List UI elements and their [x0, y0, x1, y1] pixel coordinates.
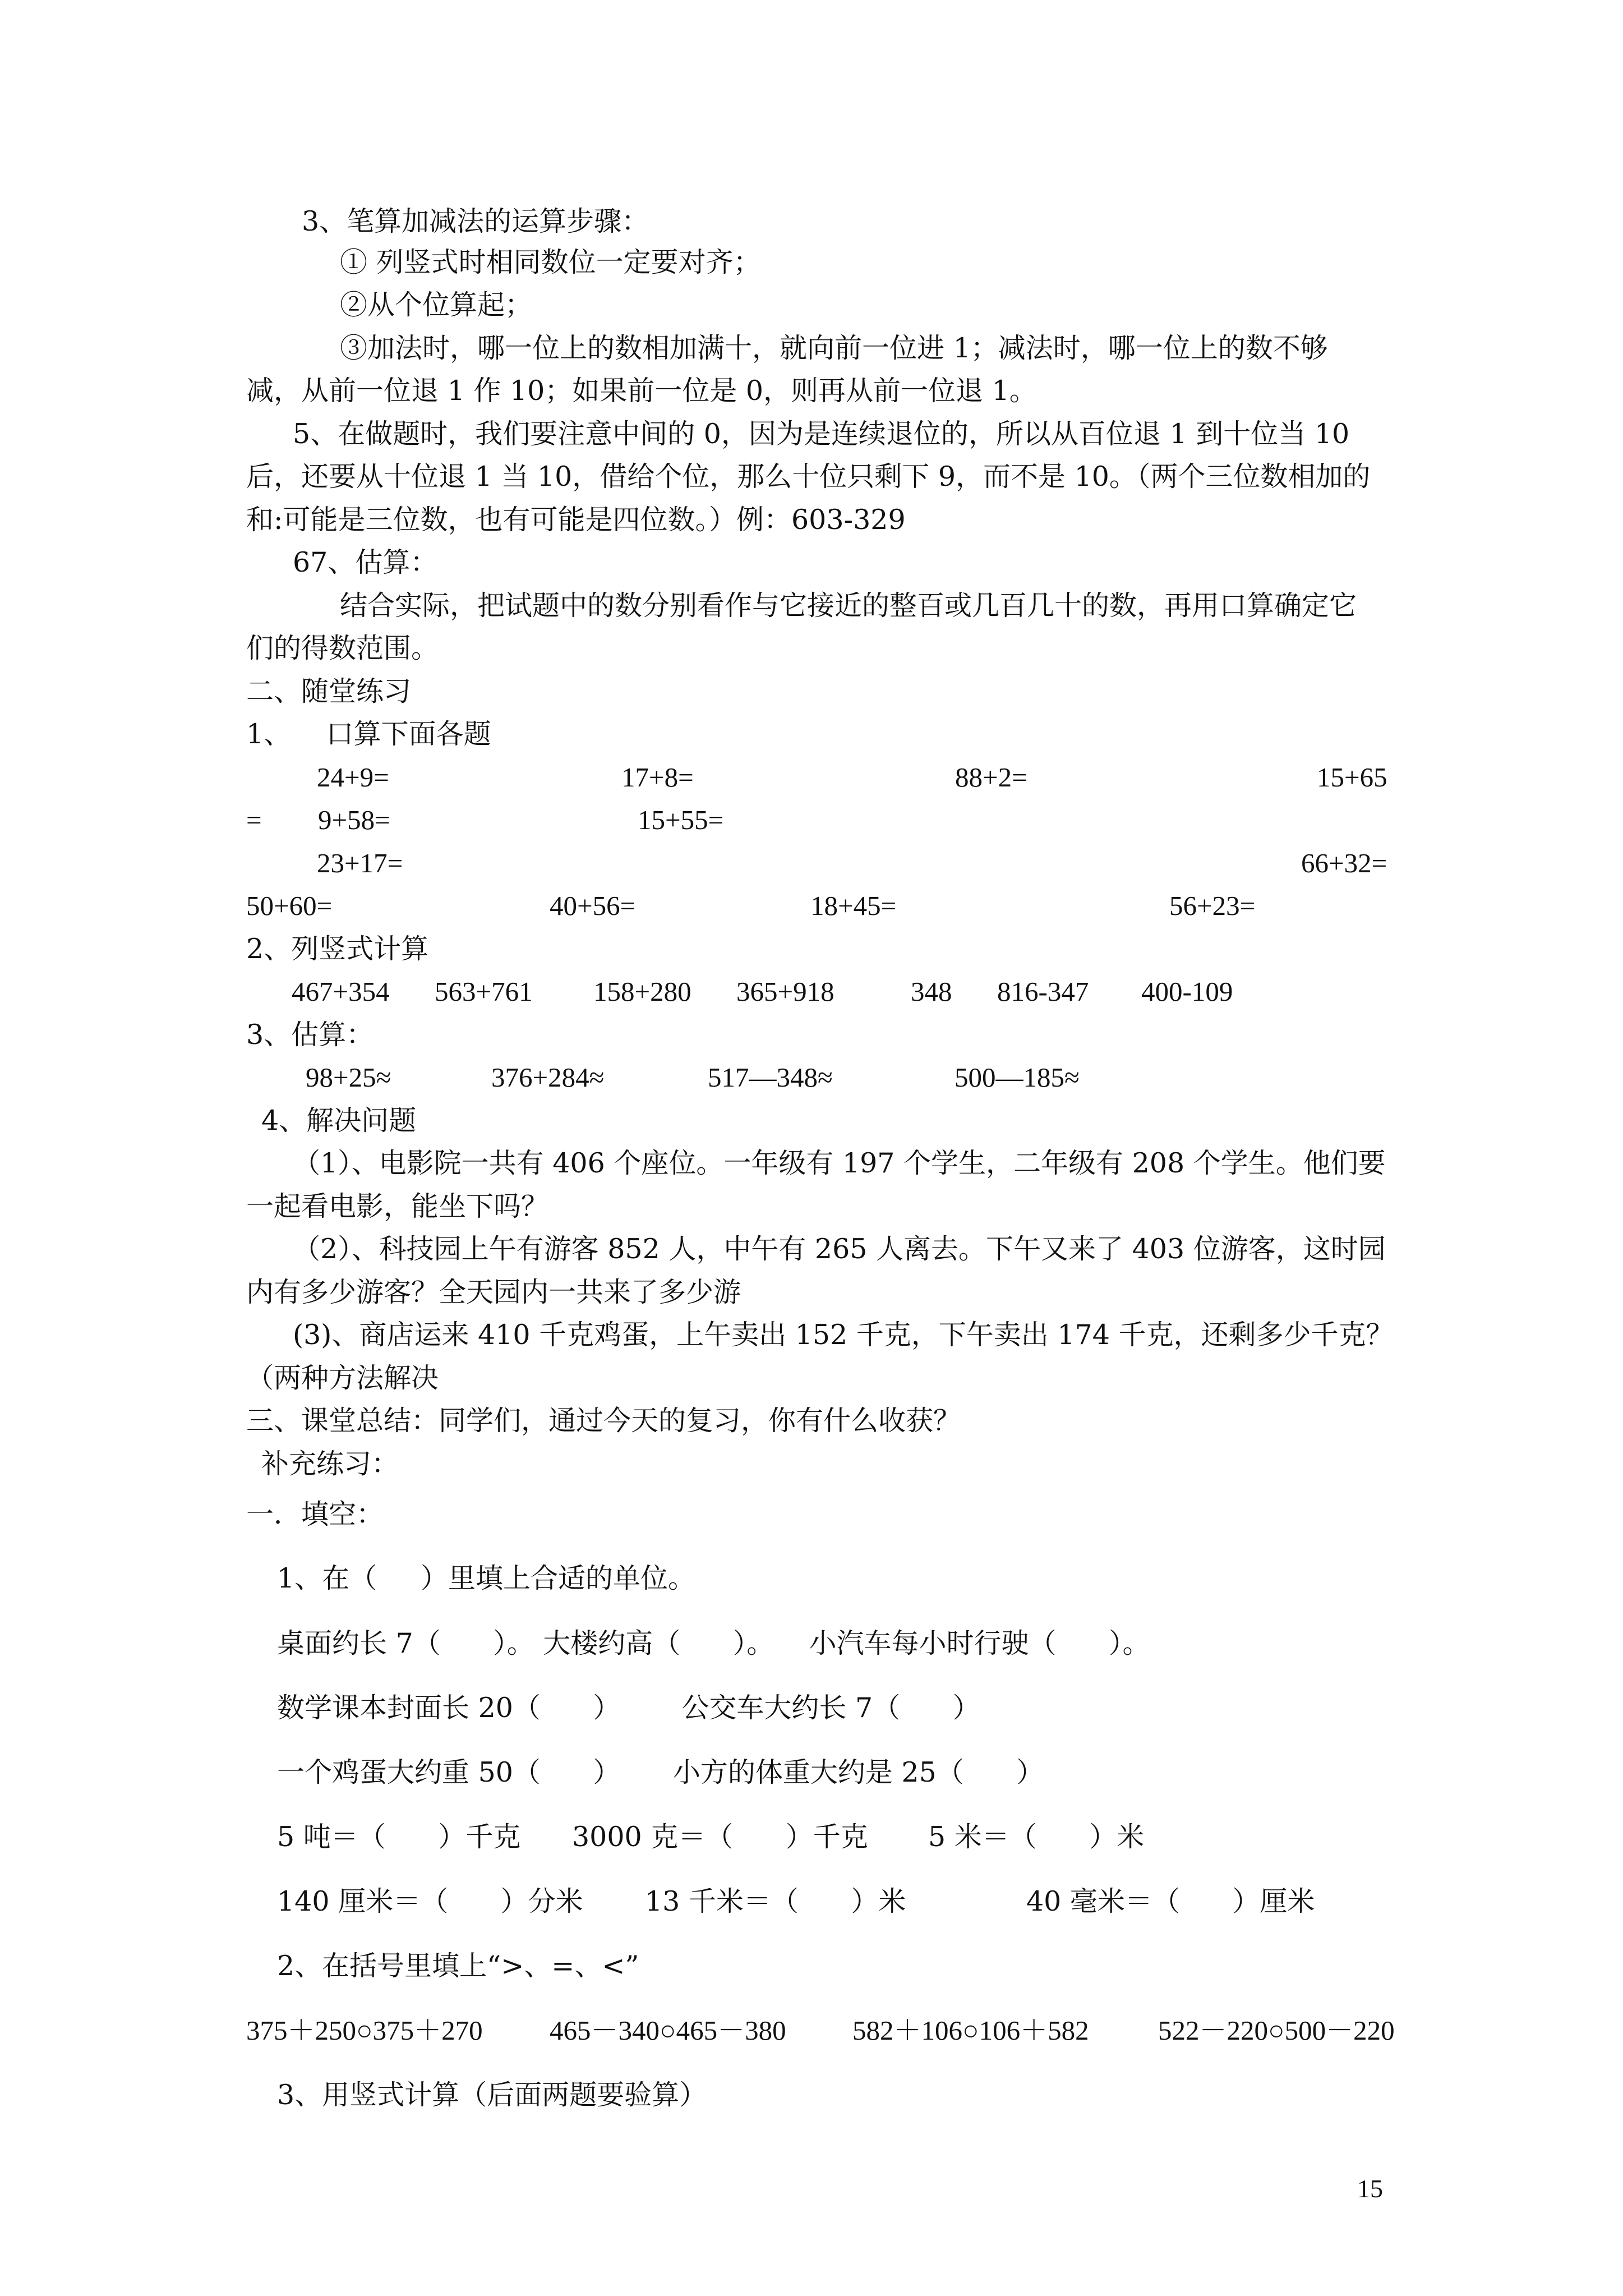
calc-item: 365+918 — [736, 976, 834, 1007]
compare-item: 465－340○465－380 — [550, 2015, 786, 2046]
compare-item: 375＋250○375＋270 — [246, 2015, 483, 2046]
problem-text: 内有多少游客？全天园内一共来了多少游 — [246, 1276, 741, 1308]
compare-item: 582＋106○106＋582 — [852, 2015, 1089, 2046]
exercise-title: 2、在括号里填上“>、=、<” — [277, 1950, 639, 1982]
page-number: 15 — [1357, 2174, 1383, 2203]
text-line: 3、笔算加减法的运算步骤： — [302, 205, 649, 237]
convert-item: 140 厘米＝（ ）分米 — [277, 1885, 583, 1917]
text-line: 5、在做题时，我们要注意中间的 0，因为是连续退位的，所以从百位退 1 到十位当 10 — [293, 418, 1350, 450]
oral-item: 23+17= — [317, 848, 403, 878]
convert-item: 13 千米＝（ ）米 — [645, 1885, 906, 1917]
text-line: 后，还要从十位退 1 当 10，借给个位，那么十位只剩下 9，而不是 10。（两个三位数相加的 — [246, 461, 1371, 493]
exercise-title: 4、解决问题 — [261, 1105, 417, 1137]
convert-item: 40 毫米＝（ ）厘米 — [1026, 1885, 1315, 1917]
section-heading: 二、随堂练习 — [246, 675, 412, 707]
text-line: ②从个位算起； — [340, 289, 533, 321]
oral-item: 18+45= — [810, 890, 897, 921]
oral-item: 9+58= — [318, 804, 390, 835]
calc-item: 400-109 — [1141, 976, 1233, 1007]
section-heading: 补充练习： — [261, 1448, 399, 1480]
oral-item: 40+56= — [550, 890, 636, 921]
oral-item: 15+55= — [638, 804, 724, 835]
text-line: 结合实际，把试题中的数分别看作与它接近的整百或几百几十的数，再用口算确定它 — [340, 590, 1357, 622]
oral-item: 15+65 — [1317, 762, 1387, 793]
estimate-item: 500—185≈ — [955, 1062, 1080, 1093]
section-heading: 一．填空： — [246, 1498, 384, 1530]
fill-line: 一个鸡蛋大约重 50（ ） 小方的体重大约是 25（ ） — [277, 1756, 1044, 1788]
calc-item: 158+280 — [593, 976, 691, 1007]
problem-text: （2）、科技园上午有游客 852 人，中午有 265 人离去。下午又来了 403 位游客，这时园 — [293, 1233, 1386, 1265]
estimate-item: 98+25≈ — [306, 1062, 391, 1093]
text-line: 和:可能是三位数，也有可能是四位数。）例：603-329 — [246, 504, 906, 536]
text-line: 1、 口算下面各题 — [246, 718, 491, 750]
text-line: 减，从前一位退 1 作 10；如果前一位是 0，则再从前一位退 1。 — [246, 375, 1037, 407]
text-line: ① 列竖式时相同数位一定要对齐； — [340, 246, 761, 278]
convert-item: 5 米＝（ ）米 — [928, 1821, 1145, 1853]
problem-text: (3)、商店运来 410 千克鸡蛋，上午卖出 152 千克，下午卖出 174 千克，还剩多少千克？ — [293, 1319, 1394, 1351]
problem-text: （两种方法解决 — [246, 1362, 439, 1394]
exercise-title: 3、用竖式计算（后面两题要验算） — [277, 2079, 707, 2111]
convert-item: 3000 克＝（ ）千克 — [572, 1821, 868, 1853]
oral-item: 50+60= — [246, 890, 333, 921]
exercise-title: 1、在（ ）里填上合适的单位。 — [277, 1562, 696, 1594]
oral-item: 66+32= — [1301, 848, 1387, 878]
text-line: 67、估算： — [293, 546, 438, 578]
oral-item: = — [246, 804, 262, 835]
oral-item: 88+2= — [955, 762, 1027, 793]
estimate-item: 376+284≈ — [491, 1062, 605, 1093]
compare-item: 522－220○500－220 — [1158, 2015, 1395, 2046]
oral-item: 17+8= — [621, 762, 694, 793]
text-line: 们的得数范围。 — [246, 632, 439, 664]
fill-line: 数学课本封面长 20（ ） 公交车大约长 7（ ） — [277, 1692, 980, 1724]
oral-item: 56+23= — [1169, 890, 1256, 921]
problem-text: （1）、电影院一共有 406 个座位。一年级有 197 个学生，二年级有 208 个学生。他们要 — [293, 1147, 1386, 1179]
fill-line: 桌面约长 7（ ）。 大楼约高（ ）。 小汽车每小时行驶（ ）。 — [277, 1627, 1150, 1659]
problem-text: 一起看电影，能坐下吗？ — [246, 1190, 549, 1222]
calc-item: 467+354 — [292, 976, 390, 1007]
exercise-title: 2、列竖式计算 — [246, 933, 429, 965]
estimate-item: 517—348≈ — [708, 1062, 833, 1093]
calc-item: 816-347 — [997, 976, 1089, 1007]
calc-item: 348 — [911, 976, 952, 1007]
exercise-title: 3、估算： — [246, 1019, 374, 1051]
convert-item: 5 吨＝（ ）千克 — [277, 1821, 521, 1853]
text-line: ③加法时，哪一位上的数相加满十，就向前一位进 1；减法时，哪一位上的数不够 — [340, 332, 1328, 364]
calc-item: 563+761 — [435, 976, 533, 1007]
section-heading: 三、课堂总结：同学们，通过今天的复习，你有什么收获？ — [246, 1405, 961, 1437]
oral-item: 24+9= — [317, 762, 389, 793]
